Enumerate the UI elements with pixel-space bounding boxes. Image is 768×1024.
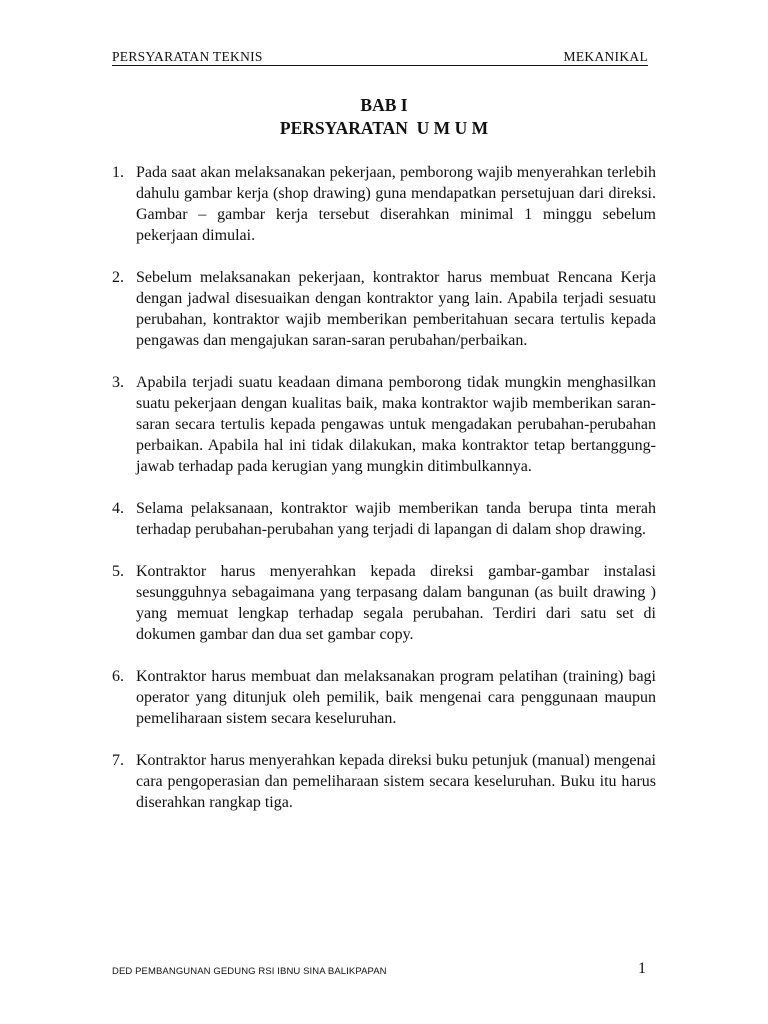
item-text: Kontraktor harus menyerahkan kepada direksi gambar-gambar instalasi sesungguhnya sebagaimana yang terpasang dalam bangunan (as built drawing ) yang memuat lengkap terhadap segala perubahan. Terdiri dari satu set di dokumen gambar dan dua set gambar copy. xyxy=(136,563,656,643)
footer-project-name: DED PEMBANGUNAN GEDUNG RSI IBNU SINA BALIKPAPAN xyxy=(112,966,387,977)
header-left: PERSYARATAN TEKNIS xyxy=(112,49,263,64)
item-text: Selama pelaksanaan, kontraktor wajib memberikan tanda berupa tinta merah terhadap perubahan-perubahan yang terjadi di lapangan di dalam shop drawing. xyxy=(136,500,656,538)
item-text: Kontraktor harus menyerahkan kepada direksi buku petunjuk (manual) mengenai cara pengoperasian dan pemeliharaan sistem secara keseluruhan. Buku itu harus diserahkan rangkap tiga. xyxy=(136,752,656,811)
chapter-number: BAB I xyxy=(360,95,408,115)
item-text: Kontraktor harus membuat dan melaksanakan program pelatihan (training) bagi operator yang ditunjuk oleh pemilik, baik mengenai cara penggunaan maupun pemeliharaan sistem secara keseluruhan. xyxy=(136,668,656,727)
list-item xyxy=(112,561,656,645)
item-number: 5. xyxy=(112,563,124,580)
item-number: 2. xyxy=(112,269,124,286)
requirements-list xyxy=(112,162,656,813)
item-number: 4. xyxy=(112,500,124,517)
list-item xyxy=(112,372,656,477)
item-text: Apabila terjadi suatu keadaan dimana pemborong tidak mungkin menghasilkan suatu pekerjaan dengan kualitas baik, maka kontraktor wajib memberikan saran-saran secara tertulis kepada pengawas untuk mengadakan perubahan-perubahan perbaikan. Apabila hal ini tidak dilakukan, maka kontraktor tetap bertanggung-jawab terhadap pada kerugian yang mungkin ditimbulkannya. xyxy=(136,374,656,475)
list-item xyxy=(112,267,656,351)
chapter-title xyxy=(0,94,768,140)
list-item xyxy=(112,498,656,540)
page-number: 1 xyxy=(638,960,646,977)
item-number: 6. xyxy=(112,668,124,685)
list-item xyxy=(112,750,656,813)
header-right: MEKANIKAL xyxy=(563,49,648,64)
item-number: 1. xyxy=(112,164,124,181)
page-header xyxy=(112,49,648,66)
item-number: 3. xyxy=(112,374,124,391)
item-text: Pada saat akan melaksanakan pekerjaan, pemborong wajib menyerahkan terlebih dahulu gambar kerja (shop drawing) guna mendapatkan persetujuan dari direksi. Gambar – gambar kerja tersebut diserahkan minimal 1 minggu sebelum pekerjaan dimulai. xyxy=(136,164,656,244)
chapter-name: PERSYARATAN U M U M xyxy=(279,118,489,138)
item-text: Sebelum melaksanakan pekerjaan, kontraktor harus membuat Rencana Kerja dengan jadwal disesuaikan dengan kontraktor yang lain. Apabila terjadi sesuatu perubahan, kontraktor wajib memberikan pemberitahuan secara tertulis kepada pengawas dan mengajukan saran-saran perubahan/perbaikan. xyxy=(136,269,656,349)
item-number: 7. xyxy=(112,752,124,769)
list-item xyxy=(112,666,656,729)
list-item xyxy=(112,162,656,246)
